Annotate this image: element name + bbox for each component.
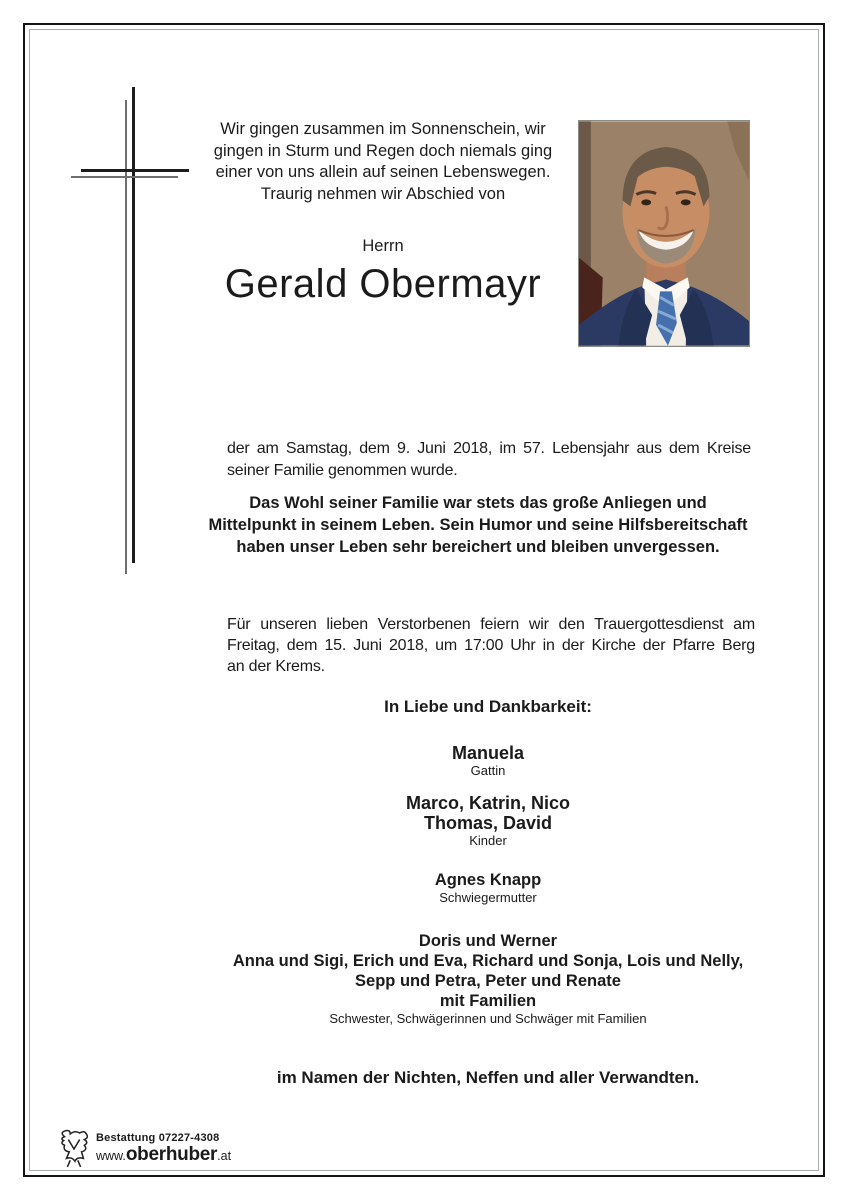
tribute-line: Das Wohl seiner Familie war stets das große Anliegen und [249,494,707,512]
salutation: Herrn [362,237,404,255]
family-relation: Gattin [470,763,506,778]
cross-horizontal-gray [71,176,178,178]
death-line: seiner Familie genommen wurde. [227,461,458,479]
service-line: Für unseren lieben Verstorbenen feiern wir den Trauergottesdienst am [227,616,755,633]
family-entry-mother-in-law [185,870,791,906]
family-relation: Schwiegermutter [439,890,537,905]
family-relation: Kinder [469,833,507,848]
death-line: der am Samstag, dem 9. Juni 2018, im 57. Lebensjahr aus dem Kreise [227,440,751,457]
family-entry-children [185,793,791,849]
crest-icon [57,1129,91,1169]
cross-vertical-black [132,87,135,563]
verse-line: Wir gingen zusammen im Sonnenschein, wir [220,120,546,138]
funeral-home-phone: Bestattung 07227-4308 [96,1132,220,1145]
verse-line: gingen in Sturm und Regen doch niemals ging [213,141,553,160]
deceased-photo [578,120,750,347]
family-name: Anna und Sigi, Erich und Eva, Richard und Sonja, Lois und Nelly, [232,952,744,970]
portrait-illustration [579,121,749,346]
funeral-home-logo [57,1129,231,1169]
family-closing: im Namen der Nichten, Neffen und aller Verwandten. [276,1068,700,1087]
verse-line: einer von uns allein auf seinen Lebenswegen. [215,163,551,182]
tribute-line: haben unser Leben sehr bereichert und bleiben unvergessen. [236,538,720,556]
family-entry-wife [185,743,791,779]
death-announcement [227,438,751,481]
website-suffix: .at [217,1148,232,1163]
service-line: Freitag, dem 15. Juni 2018, um 17:00 Uhr in der Kirche der Pfarre Berg [227,637,755,654]
family-relation: Schwester, Schwägerinnen und Schwäger mit Familien [329,1011,647,1026]
family-name: mit Familien [439,992,537,1010]
cross-horizontal-black [81,169,189,172]
deceased-name: Gerald Obermayr [224,262,542,306]
family-name: Sepp und Petra, Peter und Renate [355,972,621,990]
family-intro: In Liebe und Dankbarkeit: [384,697,592,716]
service-announcement [227,614,755,677]
farewell-line: Traurig nehmen wir Abschied von [260,185,506,204]
tribute-line: Mittelpunkt in seinem Leben. Sein Humor und seine Hilfsbereitschaft [208,516,748,534]
family-entry-siblings [185,931,791,1027]
website-name: oberhuber [125,1143,218,1165]
family-name: Agnes Knapp [434,871,542,889]
funeral-home-text [96,1133,231,1164]
opening-verse [185,119,581,206]
family-name: Marco, Katrin, Nico [405,793,571,813]
family-name: Thomas, David [423,813,553,833]
website-prefix: www. [96,1148,126,1163]
family-name: Manuela [451,743,525,763]
service-line: an der Krems. [227,658,325,675]
funeral-home-website [96,1145,231,1165]
tribute-text [148,492,808,558]
family-name: Doris und Werner [418,932,558,950]
family-section [185,697,791,1088]
